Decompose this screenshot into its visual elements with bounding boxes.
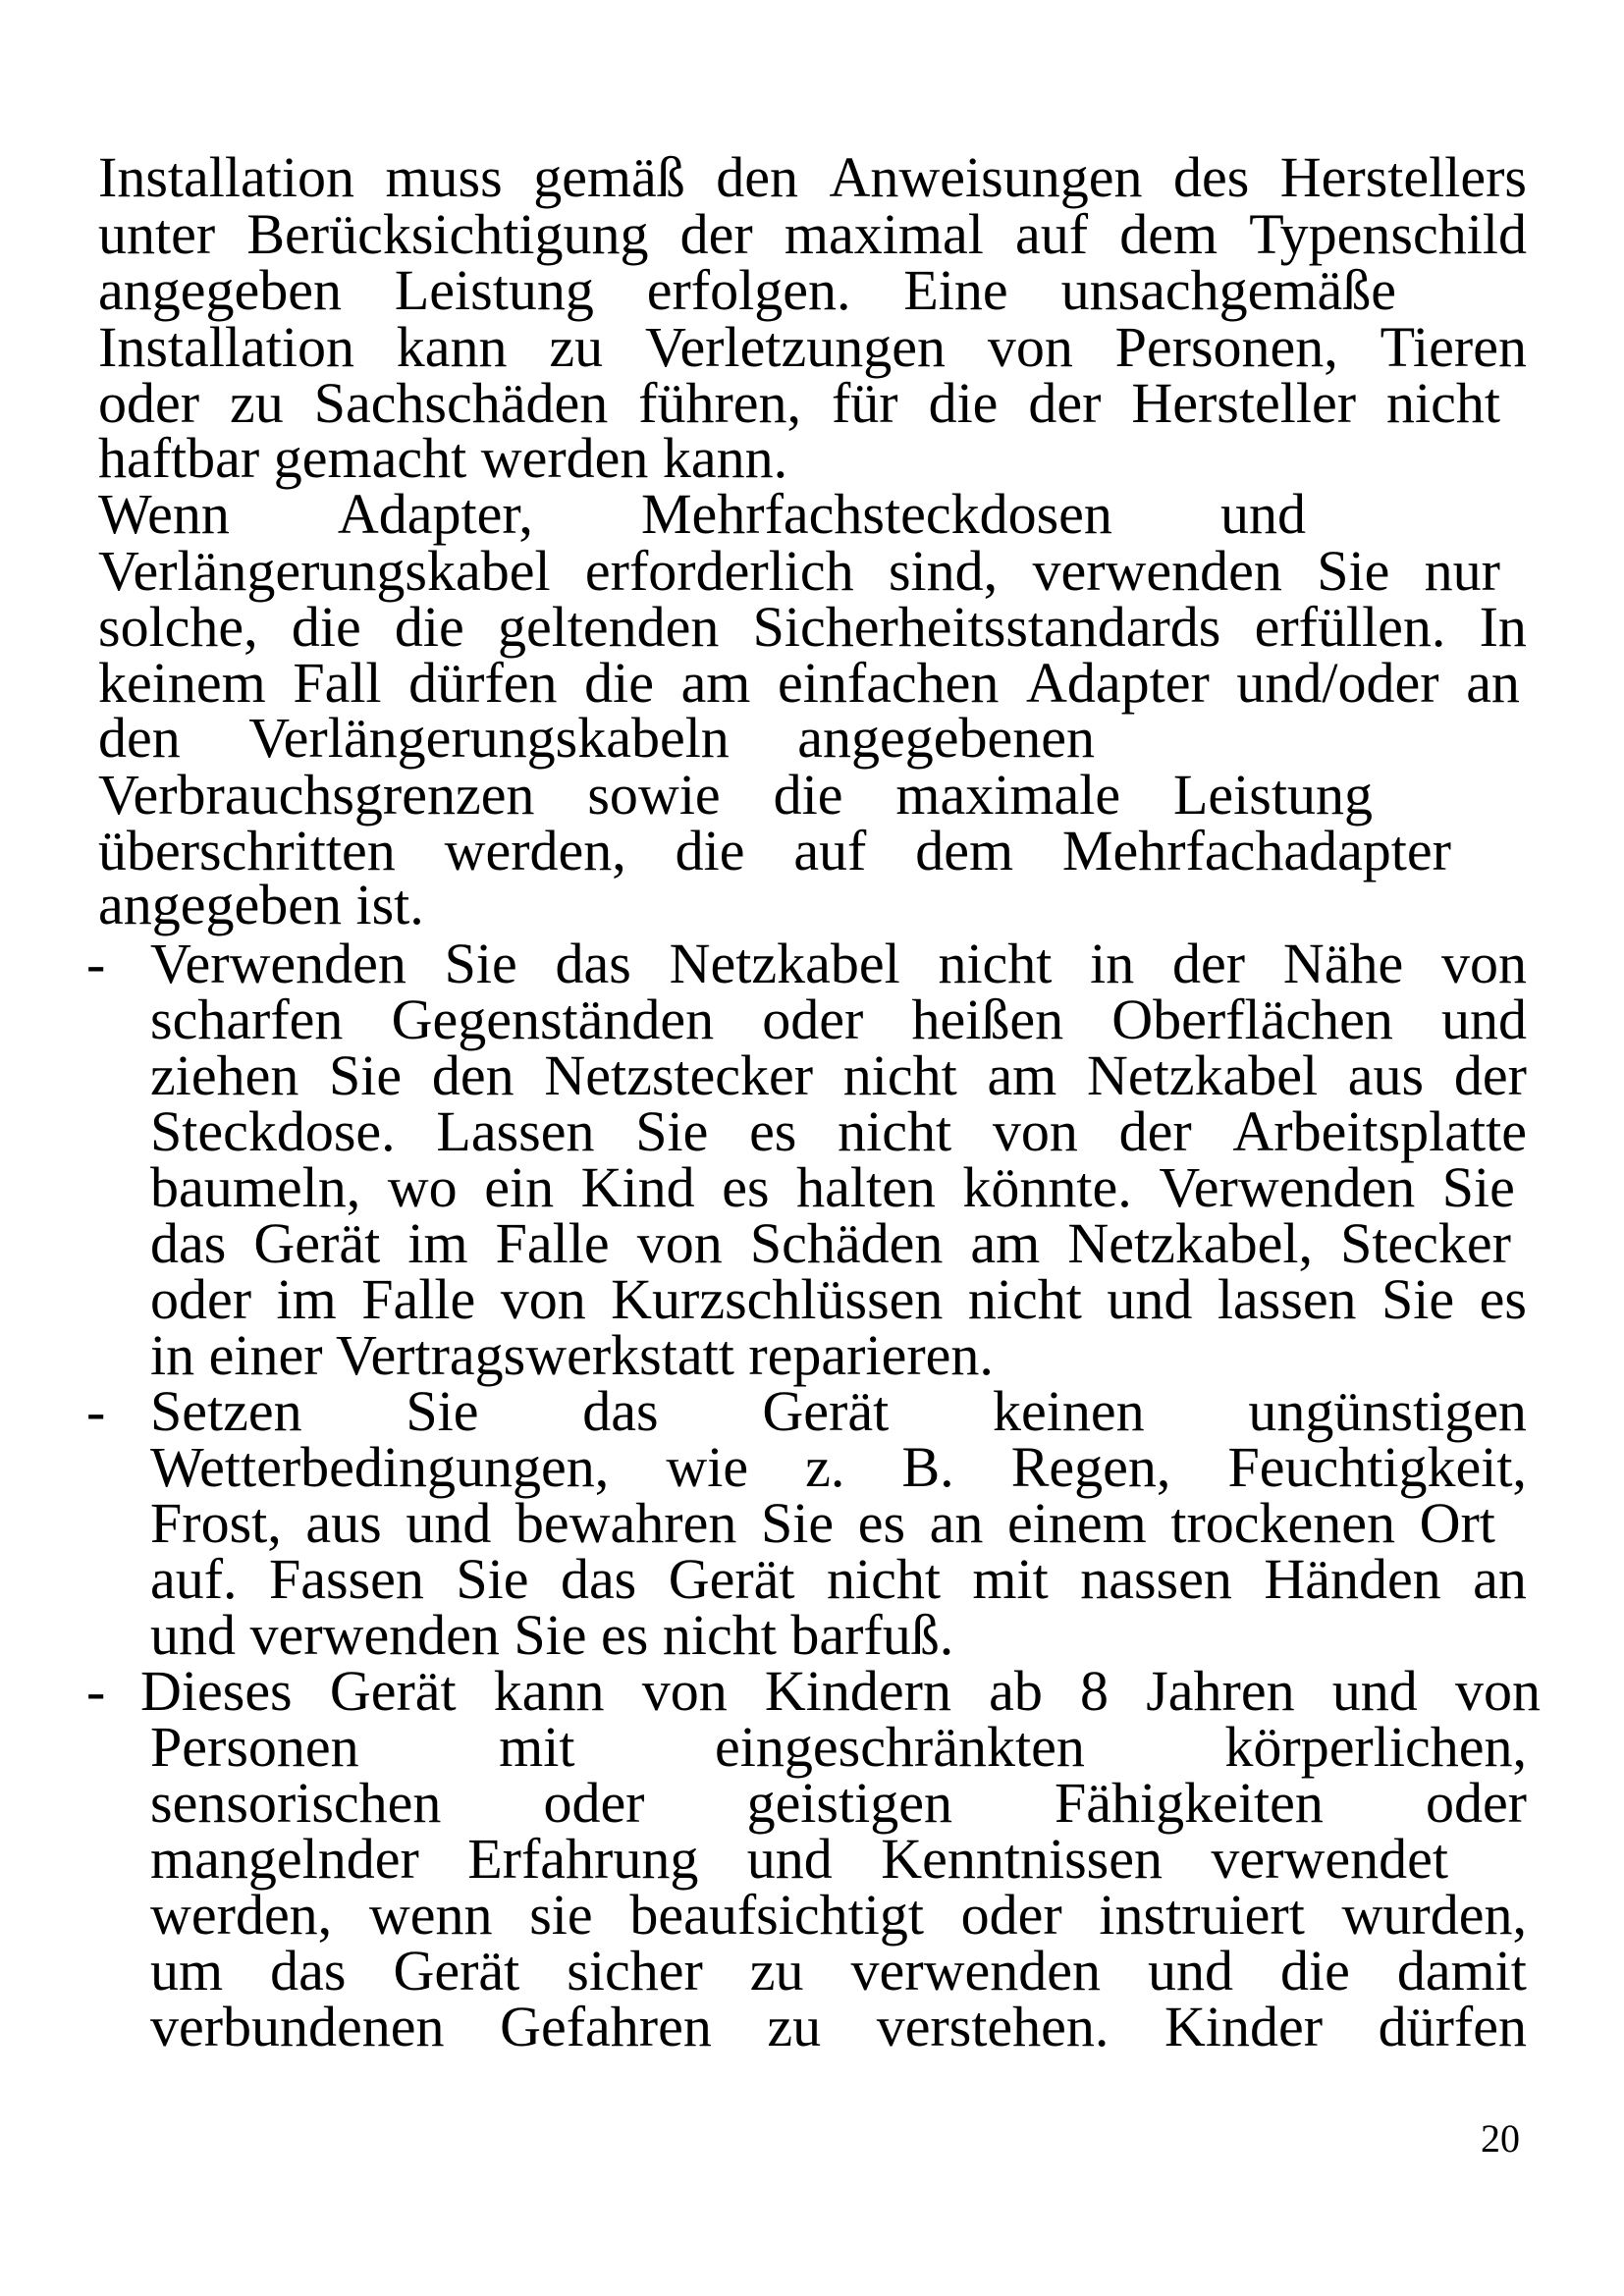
word: das: [560, 1547, 637, 1611]
word: Netzkabel: [1087, 1043, 1319, 1107]
word: Netzkabel,: [1067, 1211, 1313, 1275]
word: bewahren: [514, 1491, 737, 1555]
word: dürfen: [408, 651, 558, 715]
word: Sie: [760, 1491, 835, 1555]
word: könnte.: [962, 1155, 1132, 1219]
text-line: [150, 1043, 1527, 1107]
word: wurden,: [1341, 1883, 1527, 1947]
word: nicht: [826, 1547, 941, 1611]
word: nicht: [1385, 371, 1500, 435]
word: Mehrfachadapter: [1061, 819, 1451, 882]
word: von: [1454, 1659, 1541, 1723]
word: oder: [1425, 1771, 1527, 1835]
word: die: [928, 371, 999, 435]
bullet-dash: -: [86, 1659, 106, 1723]
text-line: [98, 482, 1306, 546]
word: zu: [767, 1995, 822, 2058]
bullet-dash: -: [86, 932, 106, 995]
word: Sie: [406, 1379, 479, 1443]
word: der: [1028, 371, 1102, 435]
word: Gefahren: [500, 1995, 712, 2058]
word: Ort: [1419, 1491, 1495, 1555]
word: auf: [1015, 202, 1089, 266]
word: verwenden: [850, 1939, 1101, 2002]
word: nicht: [967, 1267, 1082, 1331]
word: im: [407, 1211, 468, 1275]
word: es: [749, 1099, 797, 1163]
word: Netzkabel: [669, 932, 900, 995]
word: die: [675, 819, 745, 882]
word: sicher: [567, 1939, 703, 2002]
word: Gerät: [393, 1939, 520, 2002]
page-number: 20: [1481, 2116, 1520, 2161]
word: Händen: [1264, 1547, 1441, 1611]
word: Leistung: [394, 258, 594, 322]
text-line: [150, 1435, 1527, 1499]
word: einem: [1007, 1491, 1147, 1555]
word: Installation: [98, 315, 354, 379]
text-line: [98, 595, 1527, 659]
word: unter: [98, 202, 216, 266]
word: von: [636, 1211, 723, 1275]
text-line: [150, 1995, 1527, 2058]
word: Sie: [1381, 1267, 1455, 1331]
word: Verlängerungskabeln: [248, 706, 730, 770]
word: Stecker: [1340, 1211, 1511, 1275]
text-line: [98, 539, 1500, 603]
word: und: [1440, 988, 1527, 1051]
word: Setzen: [150, 1379, 302, 1443]
word: maximal: [784, 202, 984, 266]
word: sie: [529, 1883, 593, 1947]
word: der: [1172, 932, 1246, 995]
word: am: [987, 1043, 1057, 1107]
text-line: [98, 258, 1396, 322]
word: nicht: [842, 1043, 957, 1107]
word: wo: [387, 1155, 458, 1219]
word: verwenden: [1032, 539, 1282, 603]
word: überschritten: [98, 819, 396, 882]
word: verbundenen: [150, 1995, 445, 2058]
word: zu: [749, 1939, 804, 2002]
word: werden,: [150, 1883, 333, 1947]
word: der: [1118, 1099, 1192, 1163]
word: nicht: [938, 932, 1053, 995]
word: Wenn: [98, 482, 230, 546]
word: und: [1331, 1659, 1418, 1723]
word: es: [1479, 1267, 1527, 1331]
word: am: [680, 651, 751, 715]
word: oder: [543, 1771, 645, 1835]
word: heißen: [911, 988, 1064, 1051]
word: geistigen: [746, 1771, 952, 1835]
word: trockenen: [1170, 1491, 1395, 1555]
word: Gerät: [762, 1379, 890, 1443]
word: körperlichen,: [1224, 1715, 1527, 1779]
word: Netzstecker: [544, 1043, 814, 1107]
word: die: [291, 595, 361, 659]
word: ab: [989, 1659, 1043, 1723]
word: Erfahrung: [467, 1827, 699, 1891]
word: Kenntnissen: [881, 1827, 1163, 1891]
word: Typenschild: [1249, 202, 1527, 266]
word: damit: [1396, 1939, 1527, 2002]
word: Lassen: [436, 1099, 595, 1163]
word: an: [929, 1491, 984, 1555]
word: scharfen: [150, 988, 344, 1051]
word: einfachen: [778, 651, 1000, 715]
word: und: [406, 1491, 492, 1555]
word: erfüllen.: [1254, 595, 1446, 659]
text-line: und verwenden Sie es nicht barfuß.: [150, 1603, 954, 1667]
text-line: [150, 1547, 1527, 1611]
word: Gerät: [253, 1211, 381, 1275]
word: Jahren: [1146, 1659, 1295, 1723]
bullet-dash: -: [86, 1379, 106, 1443]
word: es: [857, 1491, 906, 1555]
word: Falle: [495, 1211, 610, 1275]
word: Personen: [150, 1715, 359, 1779]
word: Tieren: [1380, 315, 1527, 379]
word: Kurzschlüssen: [611, 1267, 944, 1331]
word: unsachgemäße: [1060, 258, 1396, 322]
word: es: [722, 1155, 770, 1219]
word: Mehrfachsteckdosen: [640, 482, 1112, 546]
word: Leistung: [1173, 763, 1373, 827]
word: und: [1147, 1939, 1233, 2002]
text-line: [140, 1659, 1541, 1723]
word: Sie: [444, 932, 517, 995]
word: von: [500, 1267, 586, 1331]
word: Kinder: [1164, 1995, 1324, 2058]
word: instruiert: [1099, 1883, 1305, 1947]
word: Fassen: [269, 1547, 424, 1611]
word: geltenden: [497, 595, 720, 659]
word: oder: [98, 371, 200, 435]
word: aus: [1347, 1043, 1425, 1107]
word: Kind: [580, 1155, 695, 1219]
word: und: [746, 1827, 833, 1891]
text-line: [150, 1715, 1527, 1779]
text-line: [150, 932, 1527, 995]
word: der: [679, 202, 753, 266]
word: an: [1466, 651, 1520, 715]
word: Verbrauchsgrenzen: [98, 763, 535, 827]
word: aus: [305, 1491, 382, 1555]
text-line: [150, 1939, 1527, 2002]
word: Adapter: [1026, 651, 1210, 715]
word: z.: [805, 1435, 845, 1499]
word: die: [394, 595, 464, 659]
word: sensorischen: [150, 1771, 442, 1835]
word: Adapter,: [337, 482, 533, 546]
word: mit: [972, 1547, 1049, 1611]
word: von: [641, 1659, 728, 1723]
word: Dieses: [140, 1659, 293, 1723]
word: Gerät: [329, 1659, 457, 1723]
text-line: angegeben ist.: [98, 873, 424, 936]
word: Personen,: [1114, 315, 1338, 379]
word: keinen: [993, 1379, 1145, 1443]
text-line: [98, 763, 1373, 827]
word: wenn: [368, 1883, 493, 1947]
text-line: [98, 706, 1095, 770]
word: das: [555, 932, 631, 995]
word: baumeln,: [150, 1155, 361, 1219]
word: dürfen: [1378, 1995, 1527, 2058]
word: des: [1172, 145, 1250, 209]
word: nassen: [1080, 1547, 1232, 1611]
word: sind,: [888, 539, 999, 603]
word: Frost,: [150, 1491, 282, 1555]
text-line: [150, 1379, 1527, 1443]
text-line: in einer Vertragswerkstatt reparieren.: [150, 1323, 994, 1387]
word: und: [1107, 1267, 1193, 1331]
word: lassen: [1217, 1267, 1357, 1331]
word: B.: [901, 1435, 954, 1499]
word: Feuchtigkeit,: [1227, 1435, 1527, 1499]
word: oder: [150, 1267, 252, 1331]
text-line: [150, 1099, 1527, 1163]
word: oder: [960, 1883, 1062, 1947]
word: Sie: [329, 1043, 403, 1107]
word: wie: [666, 1435, 749, 1499]
word: 8: [1080, 1659, 1110, 1723]
word: kann: [493, 1659, 605, 1723]
word: ziehen: [150, 1043, 299, 1107]
text-line: [150, 1771, 1527, 1835]
word: dem: [1119, 202, 1218, 266]
word: am: [970, 1211, 1041, 1275]
word: angegeben: [98, 258, 342, 322]
word: Sachschäden: [313, 371, 609, 435]
word: der: [1453, 1043, 1527, 1107]
word: Eine: [903, 258, 1008, 322]
word: Regen,: [1010, 1435, 1171, 1499]
word: das: [150, 1211, 227, 1275]
word: gemäß: [533, 145, 685, 209]
word: Anweisungen: [829, 145, 1143, 209]
text-line: [150, 1491, 1495, 1555]
word: keinem: [98, 651, 266, 715]
text-line: haftbar gemacht werden kann.: [98, 426, 788, 490]
word: Verwenden: [150, 932, 406, 995]
word: und: [1219, 482, 1306, 546]
word: nicht: [838, 1099, 952, 1163]
word: den: [431, 1043, 514, 1107]
word: in: [1090, 932, 1135, 995]
word: verwendet: [1211, 1827, 1448, 1891]
text-line: [150, 1211, 1511, 1275]
word: Installation: [98, 145, 354, 209]
word: Verlängerungskabel: [98, 539, 551, 603]
word: Arbeitsplatte: [1232, 1099, 1527, 1163]
word: im: [276, 1267, 337, 1331]
word: Sie: [456, 1547, 529, 1611]
text-line: [98, 145, 1527, 209]
word: Kindern: [764, 1659, 951, 1723]
word: Sie: [635, 1099, 709, 1163]
word: die: [773, 763, 843, 827]
text-line: [150, 1827, 1448, 1891]
word: für: [831, 371, 898, 435]
word: halten: [796, 1155, 936, 1219]
word: angegebenen: [797, 706, 1095, 770]
word: maximale: [895, 763, 1121, 827]
word: beaufsichtigt: [629, 1883, 924, 1947]
word: Gegenständen: [391, 988, 715, 1051]
word: Falle: [361, 1267, 476, 1331]
word: um: [150, 1939, 224, 2002]
word: von: [992, 1099, 1078, 1163]
word: von: [1440, 932, 1527, 995]
text-line: [150, 1267, 1527, 1331]
word: Gerät: [668, 1547, 795, 1611]
word: an: [1473, 1547, 1527, 1611]
word: ein: [484, 1155, 555, 1219]
word: Sicherheitsstandards: [752, 595, 1221, 659]
word: auf: [793, 819, 867, 882]
word: mit: [499, 1715, 575, 1779]
word: von: [987, 315, 1073, 379]
word: Berücksichtigung: [246, 202, 649, 266]
word: Hersteller: [1131, 371, 1357, 435]
text-line: [150, 1883, 1527, 1947]
word: erfolgen.: [646, 258, 851, 322]
text-line: [98, 315, 1527, 379]
word: Sie: [1317, 539, 1390, 603]
text-line: [98, 819, 1451, 882]
text-line: [98, 371, 1500, 435]
word: die: [584, 651, 654, 715]
word: kann: [396, 315, 508, 379]
word: auf.: [150, 1547, 238, 1611]
word: solche,: [98, 595, 258, 659]
word: Verletzungen: [644, 315, 946, 379]
text-line: [150, 1155, 1515, 1219]
word: Fall: [293, 651, 382, 715]
word: den: [716, 145, 799, 209]
word: führen,: [638, 371, 802, 435]
word: zu: [230, 371, 284, 435]
word: In: [1479, 595, 1527, 659]
text-line: [150, 988, 1527, 1051]
word: und/oder: [1236, 651, 1439, 715]
word: den: [98, 706, 181, 770]
word: Oberflächen: [1111, 988, 1393, 1051]
word: Fähigkeiten: [1055, 1771, 1324, 1835]
word: Wetterbedingungen,: [150, 1435, 610, 1499]
word: erforderlich: [584, 539, 854, 603]
word: Sie: [1441, 1155, 1515, 1219]
word: Verwenden: [1159, 1155, 1416, 1219]
word: werden,: [444, 819, 626, 882]
text-line: [98, 202, 1527, 266]
word: nur: [1424, 539, 1500, 603]
text-line: [98, 651, 1520, 715]
word: Nähe: [1282, 932, 1404, 995]
word: ungünstigen: [1248, 1379, 1527, 1443]
word: muss: [385, 145, 503, 209]
word: dem: [915, 819, 1014, 882]
word: zu: [549, 315, 604, 379]
word: die: [1279, 1939, 1350, 2002]
word: mangelnder: [150, 1827, 419, 1891]
word: das: [270, 1939, 347, 2002]
word: das: [582, 1379, 659, 1443]
word: Steckdose.: [150, 1099, 396, 1163]
word: verstehen.: [876, 1995, 1110, 2058]
word: eingeschränkten: [715, 1715, 1085, 1779]
word: sowie: [587, 763, 721, 827]
word: Schäden: [749, 1211, 944, 1275]
word: oder: [762, 988, 864, 1051]
word: Herstellers: [1279, 145, 1527, 209]
